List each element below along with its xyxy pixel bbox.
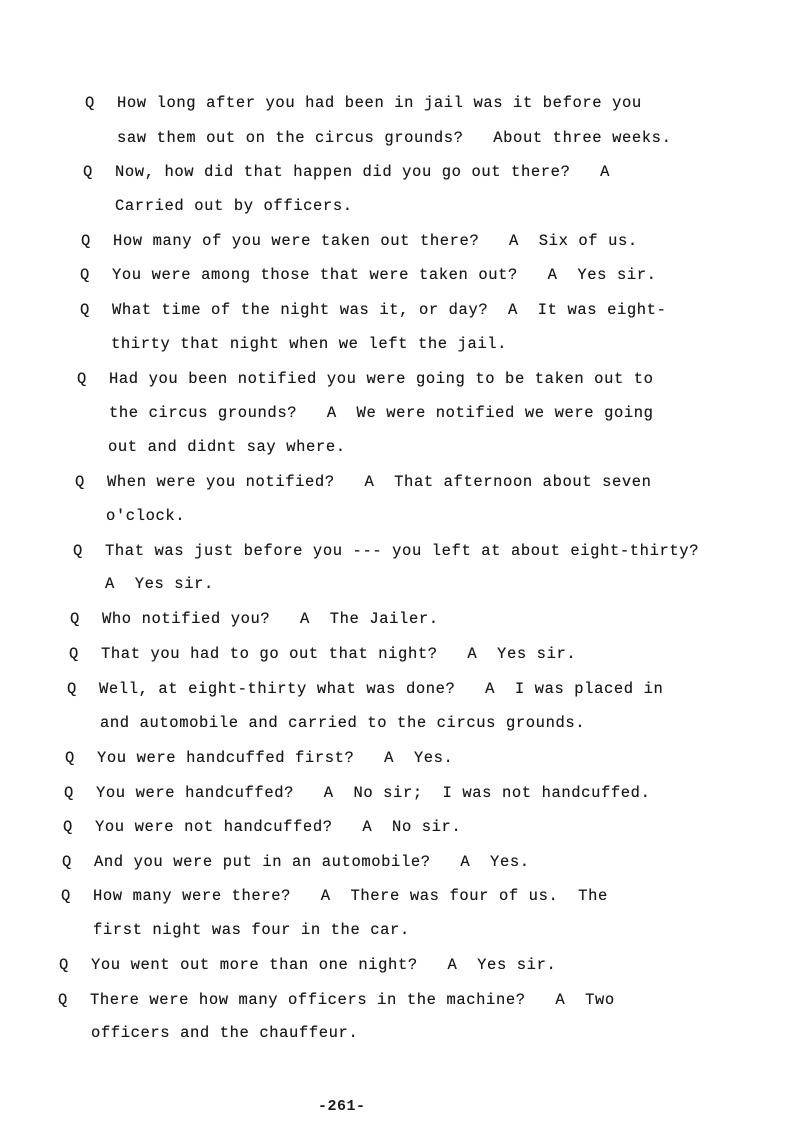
continuation-line	[108, 437, 346, 457]
question-marker: Q	[59, 956, 69, 974]
question-marker: Q	[81, 232, 91, 250]
line-text: Well, at eight-thirty what was done? A I was placed in	[99, 680, 664, 698]
page-number: -261-	[318, 1098, 366, 1115]
continuation-line	[109, 403, 654, 423]
continuation-line	[117, 128, 671, 148]
continuation-line	[106, 506, 185, 526]
line-text: Carried out by officers.	[115, 197, 353, 215]
line-text: You were among those that were taken out? A Yes sir.	[112, 266, 657, 284]
question-marker: Q	[64, 784, 74, 802]
line-text: How long after you had been in jail was it before you	[117, 94, 642, 112]
question-marker: Q	[80, 266, 90, 284]
line-text: How many were there? A There was four of us. The	[93, 887, 608, 905]
line-text: Had you been notified you were going to be taken out to	[109, 370, 654, 388]
question-line	[77, 369, 654, 389]
line-text: Who notified you? A The Jailer.	[102, 610, 439, 628]
question-marker: Q	[70, 610, 80, 628]
line-text: thirty that night when we left the jail.	[111, 335, 508, 353]
line-text: You were handcuffed first? A Yes.	[97, 749, 454, 767]
line-text: first night was four in the car.	[93, 921, 410, 939]
line-text: You went out more than one night? A Yes sir.	[91, 956, 557, 974]
question-line	[67, 679, 663, 699]
question-marker: Q	[75, 473, 85, 491]
line-text: That you had to go out that night? A Yes sir.	[101, 645, 577, 663]
line-text: officers and the chauffeur.	[91, 1024, 359, 1042]
continuation-line	[91, 1023, 358, 1043]
question-marker: Q	[63, 818, 73, 836]
question-line	[63, 817, 461, 837]
continuation-line	[100, 713, 585, 733]
line-text: When were you notified? A That afternoon about seven	[107, 473, 652, 491]
question-line	[83, 162, 610, 182]
question-line	[65, 748, 453, 768]
continuation-line	[105, 574, 214, 594]
question-marker: Q	[58, 991, 68, 1009]
question-marker: Q	[73, 542, 83, 560]
line-text: You were handcuffed? A No sir; I was not handcuffed.	[96, 784, 651, 802]
continuation-line	[115, 196, 353, 216]
line-text: Now, how did that happen did you go out there? A	[115, 163, 611, 181]
question-marker: Q	[61, 887, 71, 905]
continuation-line	[111, 334, 507, 354]
line-text: That was just before you --- you left at about eight-thirty?	[105, 542, 700, 560]
question-line	[58, 990, 615, 1010]
question-line	[81, 231, 638, 251]
question-line	[75, 472, 652, 492]
question-marker: Q	[83, 163, 93, 181]
question-line	[59, 955, 556, 975]
question-line	[73, 541, 699, 561]
question-line	[64, 783, 650, 803]
question-line	[62, 852, 530, 872]
line-text: How many of you were taken out there? A Six of us.	[113, 232, 638, 250]
question-line	[85, 93, 642, 113]
line-text: There were how many officers in the machine? A Two	[90, 991, 615, 1009]
line-text: A Yes sir.	[105, 575, 214, 593]
continuation-line	[93, 920, 410, 940]
question-line	[69, 644, 576, 664]
question-line	[70, 609, 439, 629]
line-text: You were not handcuffed? A No sir.	[95, 818, 462, 836]
question-marker: Q	[85, 94, 95, 112]
question-line	[61, 886, 608, 906]
line-text: o'clock.	[106, 507, 186, 525]
line-text: What time of the night was it, or day? A It was eight-	[112, 301, 667, 319]
line-text: the circus grounds? A We were notified we were going	[109, 404, 654, 422]
question-marker: Q	[77, 370, 87, 388]
question-line	[80, 265, 657, 285]
line-text: and automobile and carried to the circus grounds.	[100, 714, 586, 732]
line-text: And you were put in an automobile? A Yes.	[94, 853, 530, 871]
question-marker: Q	[67, 680, 77, 698]
question-marker: Q	[80, 301, 90, 319]
question-marker: Q	[69, 645, 79, 663]
question-marker: Q	[65, 749, 75, 767]
question-line	[80, 300, 666, 320]
line-text: saw them out on the circus grounds? About three weeks.	[117, 129, 672, 147]
line-text: out and didnt say where.	[108, 438, 346, 456]
question-marker: Q	[62, 853, 72, 871]
